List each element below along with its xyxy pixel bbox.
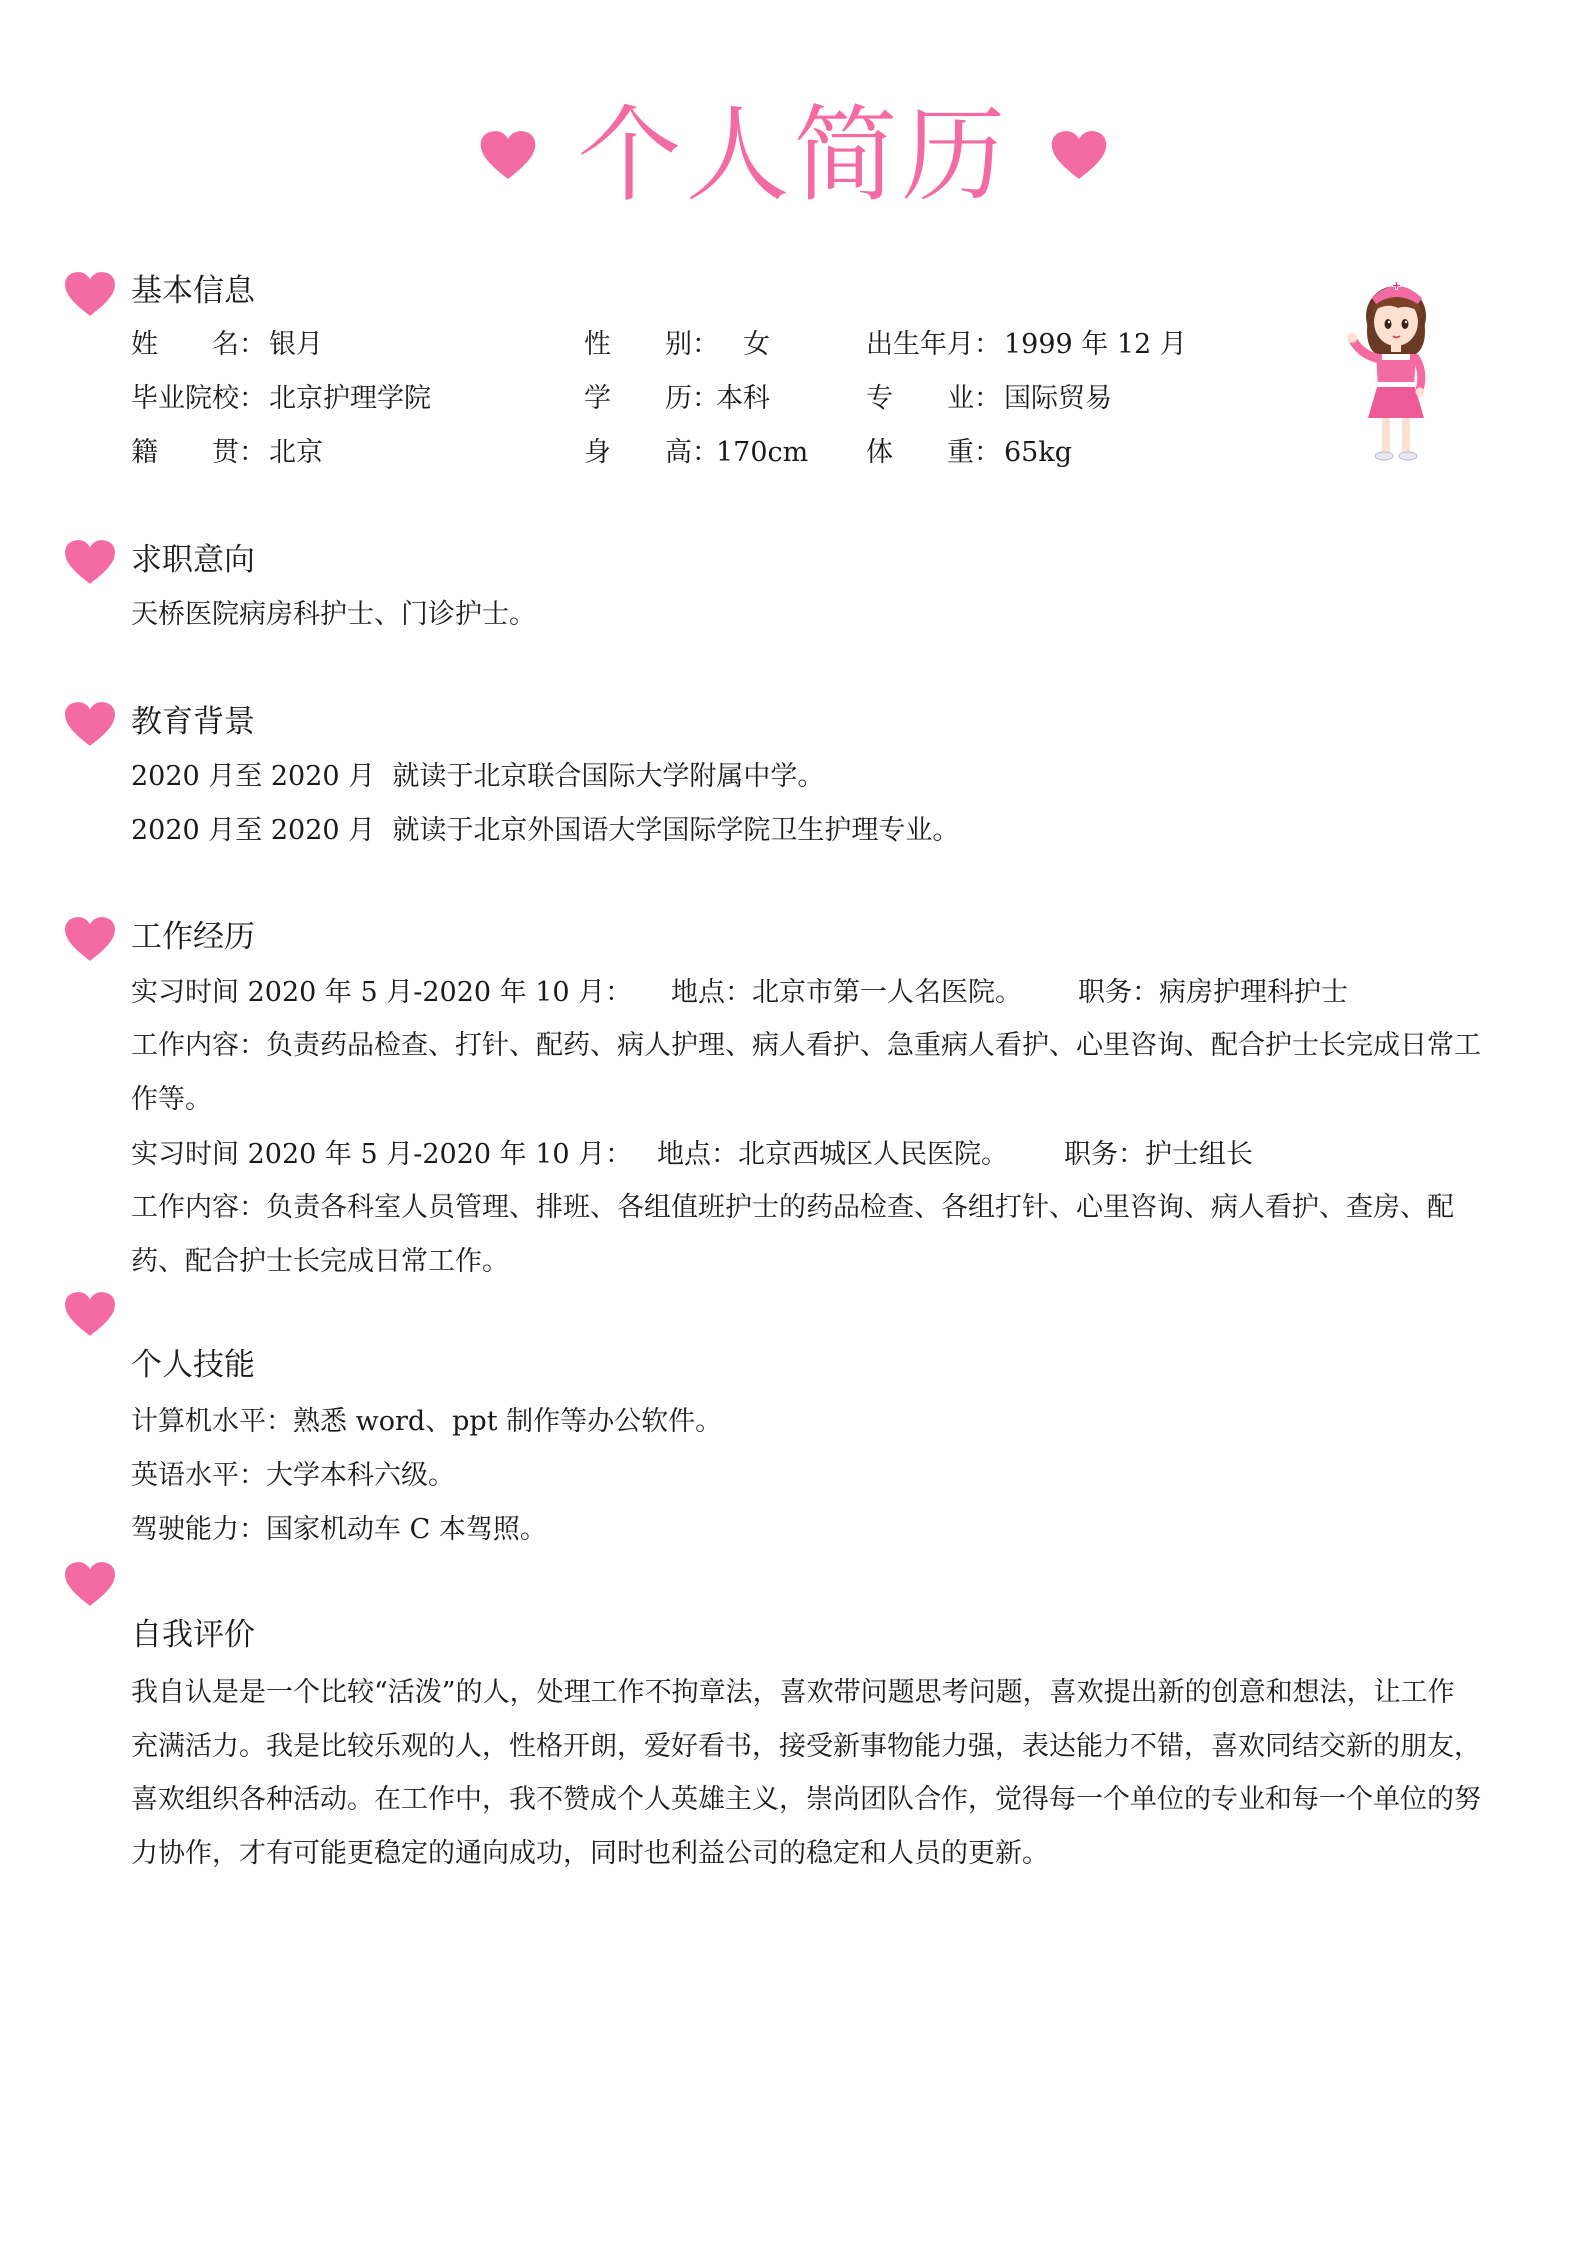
origin-label: 籍 贯： bbox=[131, 437, 266, 468]
school-value: 北京护理学院 bbox=[269, 383, 431, 414]
name-value: 银月 bbox=[269, 329, 323, 360]
section-title-skills: 个人技能 bbox=[131, 1347, 255, 1383]
education-item: 2020 月至 2020 月 就读于北京外国语大学国际学院卫生护理专业。 bbox=[131, 815, 960, 846]
page-title: 个人简历 bbox=[577, 94, 1010, 216]
section-title-intent: 求职意向 bbox=[131, 542, 255, 578]
section-title-work: 工作经历 bbox=[131, 919, 255, 955]
edu-field bbox=[584, 385, 770, 412]
job-role: 职务：护士组长 bbox=[1064, 1139, 1253, 1170]
gender-field bbox=[584, 331, 770, 358]
school-field bbox=[131, 385, 431, 412]
job-place: 地点：北京西城区人民医院。 bbox=[657, 1139, 1008, 1170]
origin-field bbox=[131, 439, 323, 466]
edu-value: 本科 bbox=[716, 383, 770, 414]
heart-icon bbox=[64, 271, 116, 317]
height-field bbox=[584, 439, 808, 466]
section-title-self: 自我评价 bbox=[131, 1617, 255, 1653]
heart-icon bbox=[64, 539, 116, 585]
nurse-cartoon-icon bbox=[1338, 268, 1454, 466]
height-value: 170cm bbox=[716, 437, 809, 468]
skill-item: 计算机水平：熟悉 word、ppt 制作等办公软件。 bbox=[131, 1406, 723, 1437]
intent-text: 天桥医院病房科护士、门诊护士。 bbox=[131, 599, 536, 630]
title-row bbox=[0, 95, 1587, 215]
edu-label: 学 历： bbox=[584, 383, 719, 414]
birth-value: 1999 年 12 月 bbox=[1004, 329, 1187, 360]
weight-field bbox=[866, 439, 1072, 466]
weight-value: 65kg bbox=[1004, 437, 1073, 468]
heart-icon bbox=[1050, 130, 1108, 180]
name-label: 姓 名： bbox=[131, 329, 266, 360]
self-evaluation-text: 我自认是是一个比较“活泼”的人，处理工作不拘章法，喜欢带问题思考问题，喜欢提出新的创意和想法，让工作充满活力。我是比较乐观的人，性格开朗，爱好看书，接受新事物能力强，表达能力不错，喜欢同结交新的朋友，喜欢组织各种活动。在工作中，我不赞成个人英雄主义，崇尚团队合作，觉得每一个单位的专业和每一个单位的努力协作，才有可能更稳定的通向成功，同时也利益公司的稳定和人员的更新。 bbox=[131, 1677, 1481, 1869]
job-place: 地点：北京市第一人名医院。 bbox=[671, 977, 1022, 1008]
major-field bbox=[866, 385, 1112, 412]
education-item: 2020 月至 2020 月 就读于北京联合国际大学附属中学。 bbox=[131, 761, 825, 792]
heart-icon bbox=[64, 916, 116, 962]
heart-icon bbox=[64, 1291, 116, 1337]
gender-label: 性 别： bbox=[584, 329, 719, 360]
school-label: 毕业院校： bbox=[131, 383, 266, 414]
name-field bbox=[131, 331, 323, 358]
job-content: 工作内容：负责药品检查、打针、配药、病人护理、病人看护、急重病人看护、心里咨询、配合护士长完成日常工作等。 bbox=[131, 1030, 1481, 1115]
job-content: 工作内容：负责各科室人员管理、排班、各组值班护士的药品检查、各组打针、心里咨询、病人看护、查房、配药、配合护士长完成日常工作。 bbox=[131, 1192, 1454, 1277]
weight-label: 体 重： bbox=[866, 437, 1001, 468]
major-value: 国际贸易 bbox=[1004, 383, 1112, 414]
job-time: 实习时间 2020 年 5 月-2020 年 10 月： bbox=[131, 1139, 633, 1170]
birth-label: 出生年月： bbox=[866, 329, 1001, 360]
section-title-education: 教育背景 bbox=[131, 704, 255, 740]
job-time: 实习时间 2020 年 5 月-2020 年 10 月： bbox=[131, 977, 633, 1008]
section-title-basic: 基本信息 bbox=[131, 273, 255, 309]
skill-item: 英语水平：大学本科六级。 bbox=[131, 1460, 455, 1491]
job-role: 职务：病房护理科护士 bbox=[1078, 977, 1348, 1008]
origin-value: 北京 bbox=[269, 437, 323, 468]
heart-icon bbox=[479, 130, 537, 180]
heart-icon bbox=[64, 1561, 116, 1607]
height-label: 身 高： bbox=[584, 437, 719, 468]
major-label: 专 业： bbox=[866, 383, 1001, 414]
birth-field bbox=[866, 331, 1187, 358]
gender-value: 女 bbox=[716, 329, 770, 360]
heart-icon bbox=[64, 701, 116, 747]
skill-item: 驾驶能力：国家机动车 C 本驾照。 bbox=[131, 1514, 547, 1545]
